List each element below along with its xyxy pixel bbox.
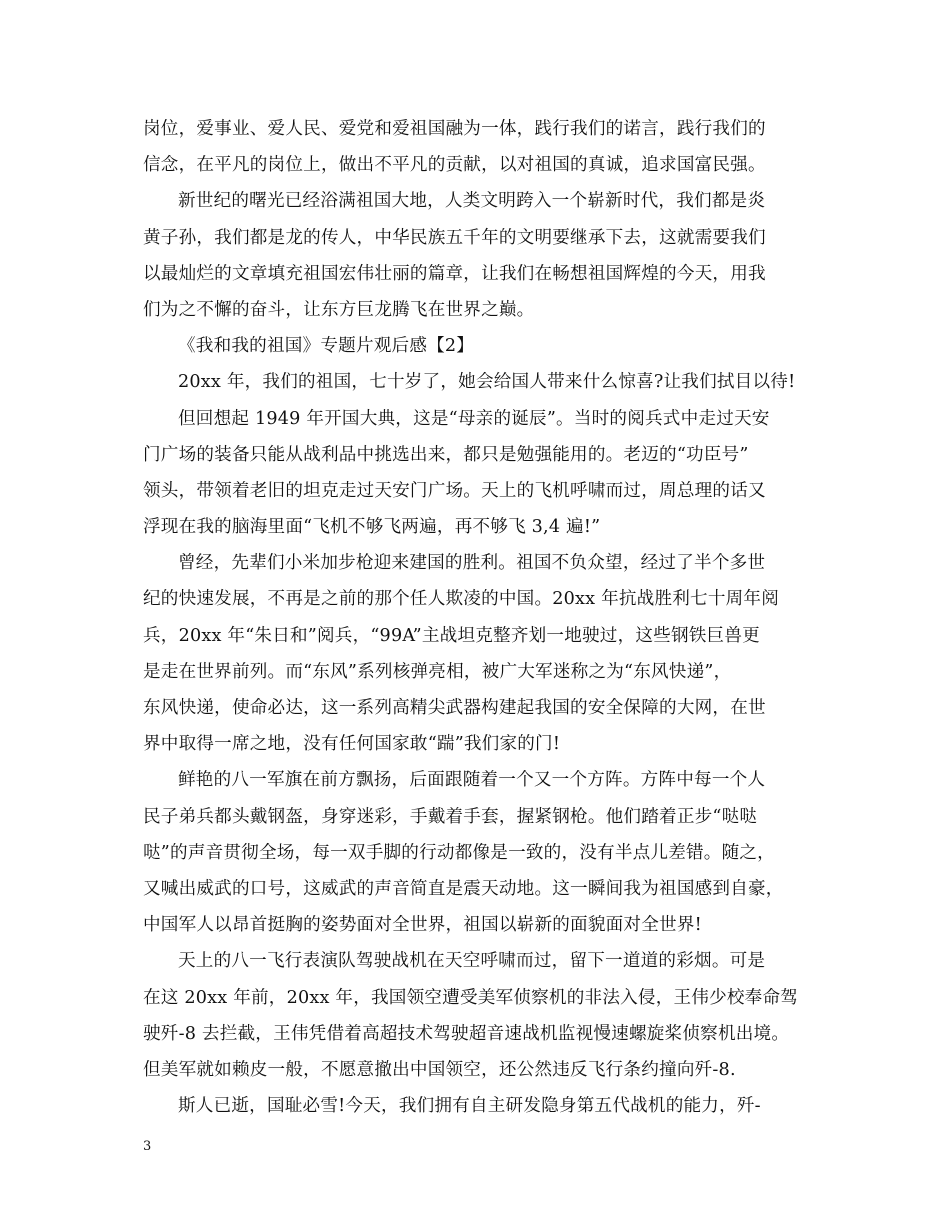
text-line: 岗位，爱事业、爱人民、爱党和爱祖国融为一体，践行我们的诺言，践行我们的 bbox=[143, 119, 766, 139]
text-line: 但美军就如赖皮一般，不愿意撤出中国领空，还公然违反飞行条约撞向歼-8. bbox=[143, 1059, 736, 1080]
text-line: 又喊出威武的口号，这威武的声音简直是震天动地。这一瞬间我为祖国感到自豪， bbox=[143, 878, 784, 899]
text-line: 斯人已逝，国耻必雪!今天，我们拥有自主研发隐身第五代战机的能力，歼- bbox=[178, 1096, 761, 1117]
text-line: 纪的快速发展，不再是之前的那个任人欺凌的中国。20xx 年抗战胜利七十周年阅 bbox=[143, 589, 780, 610]
document-body bbox=[143, 111, 808, 1124]
text-line: 是走在世界前列。而“东风”系列核弹亮相，被广大军迷称之为“东风快递”， bbox=[143, 661, 732, 682]
text-line: 以最灿烂的文章填充祖国宏伟壮丽的篇章，让我们在畅想祖国辉煌的今天，用我 bbox=[143, 263, 766, 284]
text-line: 新世纪的曙光已经浴满祖国大地，人类文明跨入一个崭新时代，我们都是炎 bbox=[178, 191, 766, 212]
text-line: 《我和我的祖国》专题片观后感【2】 bbox=[178, 336, 475, 357]
text-line: 天上的八一飞行表演队驾驶战机在天空呼啸而过，留下一道道的彩烟。可是 bbox=[178, 951, 766, 972]
text-line: 们为之不懈的奋斗，让东方巨龙腾飞在世界之巅。 bbox=[143, 299, 535, 320]
text-line: 驶歼-8 去拦截，王伟凭借着高超技术驾驶超音速战机监视慢速螺旋桨侦察机出境。 bbox=[143, 1023, 790, 1044]
text-line: 在这 20xx 年前，20xx 年，我国领空遭受美军侦察机的非法入侵，王伟少校奉命驾 bbox=[143, 987, 799, 1008]
text-line: 信念，在平凡的岗位上，做出不平凡的贡献，以对祖国的真诚，追求国富民强。 bbox=[143, 155, 766, 176]
text-line: 中国军人以昂首挺胸的姿势面对全世界，祖国以崭新的面貌面对全世界! bbox=[143, 915, 702, 936]
page-number: 3 bbox=[143, 1139, 152, 1154]
text-line: 但回想起 1949 年开国大典，这是“母亲的诞辰”。当时的阅兵式中走过天安 bbox=[178, 408, 770, 429]
text-line: 界中取得一席之地，没有任何国家敢“踹”我们家的门! bbox=[143, 734, 561, 755]
text-line: 曾经，先辈们小米加步枪迎来建国的胜利。祖国不负众望，经过了半个多世 bbox=[178, 553, 766, 574]
text-line: 民子弟兵都头戴钢盔，身穿迷彩，手戴着手套，握紧钢枪。他们踏着正步“哒哒 bbox=[143, 806, 758, 827]
text-line: 门广场的装备只能从战利品中挑选出来，都只是勉强能用的。老迈的“功臣号” bbox=[143, 444, 749, 465]
text-line: 领头，带领着老旧的坦克走过天安门广场。天上的飞机呼啸而过，周总理的话又 bbox=[143, 480, 766, 501]
text-line: 哒”的声音贯彻全场，每一双手脚的行动都像是一致的，没有半点儿差错。随之， bbox=[143, 842, 775, 863]
text-line: 兵，20xx 年“朱日和”阅兵，“99A”主战坦克整齐划一地驶过，这些钢铁巨兽更 bbox=[143, 625, 760, 646]
text-line: 浮现在我的脑海里面“飞机不够飞两遍，再不够飞 3,4 遍!” bbox=[143, 517, 601, 538]
text-line: 黄子孙，我们都是龙的传人，中华民族五千年的文明要继承下去，这就需要我们 bbox=[143, 227, 766, 248]
text-line: 鲜艳的八一军旗在前方飘扬，后面跟随着一个又一个方阵。方阵中每一个人 bbox=[178, 770, 766, 791]
text-line: 东风快递，使命必达，这一系列高精尖武器构建起我国的安全保障的大网，在世 bbox=[143, 698, 766, 718]
text-line: 20xx 年，我们的祖国，七十岁了，她会给国人带来什么惊喜?让我们拭目以待! bbox=[178, 372, 796, 393]
